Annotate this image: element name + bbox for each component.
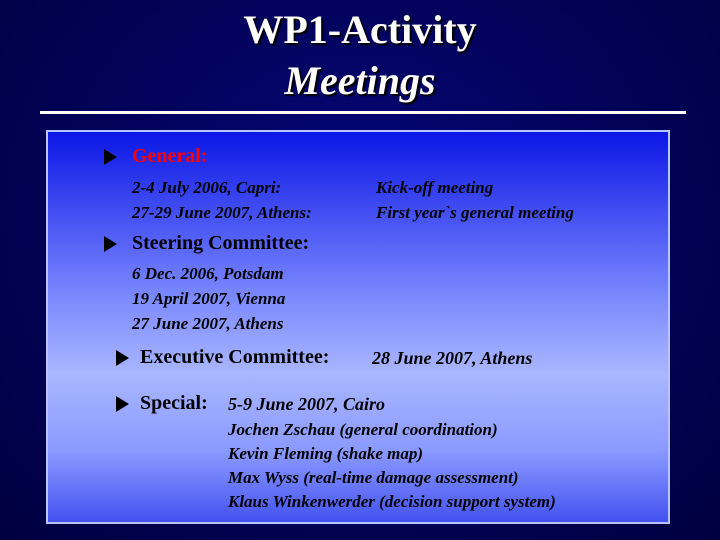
general-desc-2: First year`s general meeting <box>376 203 574 222</box>
arrow-bullet-icon <box>116 350 129 366</box>
title-divider <box>40 111 686 114</box>
general-date-1: 2-4 July 2006, Capri: <box>132 178 282 197</box>
steering-heading: Steering Committee: <box>132 232 310 254</box>
arrow-bullet-icon <box>116 396 129 412</box>
steering-item-3: 27 June 2007, Athens <box>132 314 284 333</box>
special-item-3: Max Wyss (real-time damage assessment) <box>228 468 519 487</box>
arrow-bullet-icon <box>104 236 117 252</box>
general-heading: General: <box>132 145 208 167</box>
executive-detail: 28 June 2007, Athens <box>372 348 533 368</box>
special-item-1: Jochen Zschau (general coordination) <box>228 420 498 439</box>
slide-title: WP1-Activity <box>243 7 477 52</box>
general-date-2: 27-29 June 2007, Athens: <box>132 203 312 222</box>
executive-heading: Executive Committee: <box>140 346 330 368</box>
special-heading: Special: <box>140 392 208 414</box>
steering-item-2: 19 April 2007, Vienna <box>132 289 286 308</box>
special-item-4: Klaus Winkenwerder (decision support system) <box>228 492 556 511</box>
special-detail: 5-9 June 2007, Cairo <box>228 394 386 414</box>
slide-subtitle: Meetings <box>284 58 436 103</box>
steering-item-1: 6 Dec. 2006, Potsdam <box>132 264 284 283</box>
arrow-bullet-icon <box>104 149 117 165</box>
special-item-2: Kevin Fleming (shake map) <box>228 444 424 463</box>
general-desc-1: Kick-off meeting <box>376 178 494 197</box>
